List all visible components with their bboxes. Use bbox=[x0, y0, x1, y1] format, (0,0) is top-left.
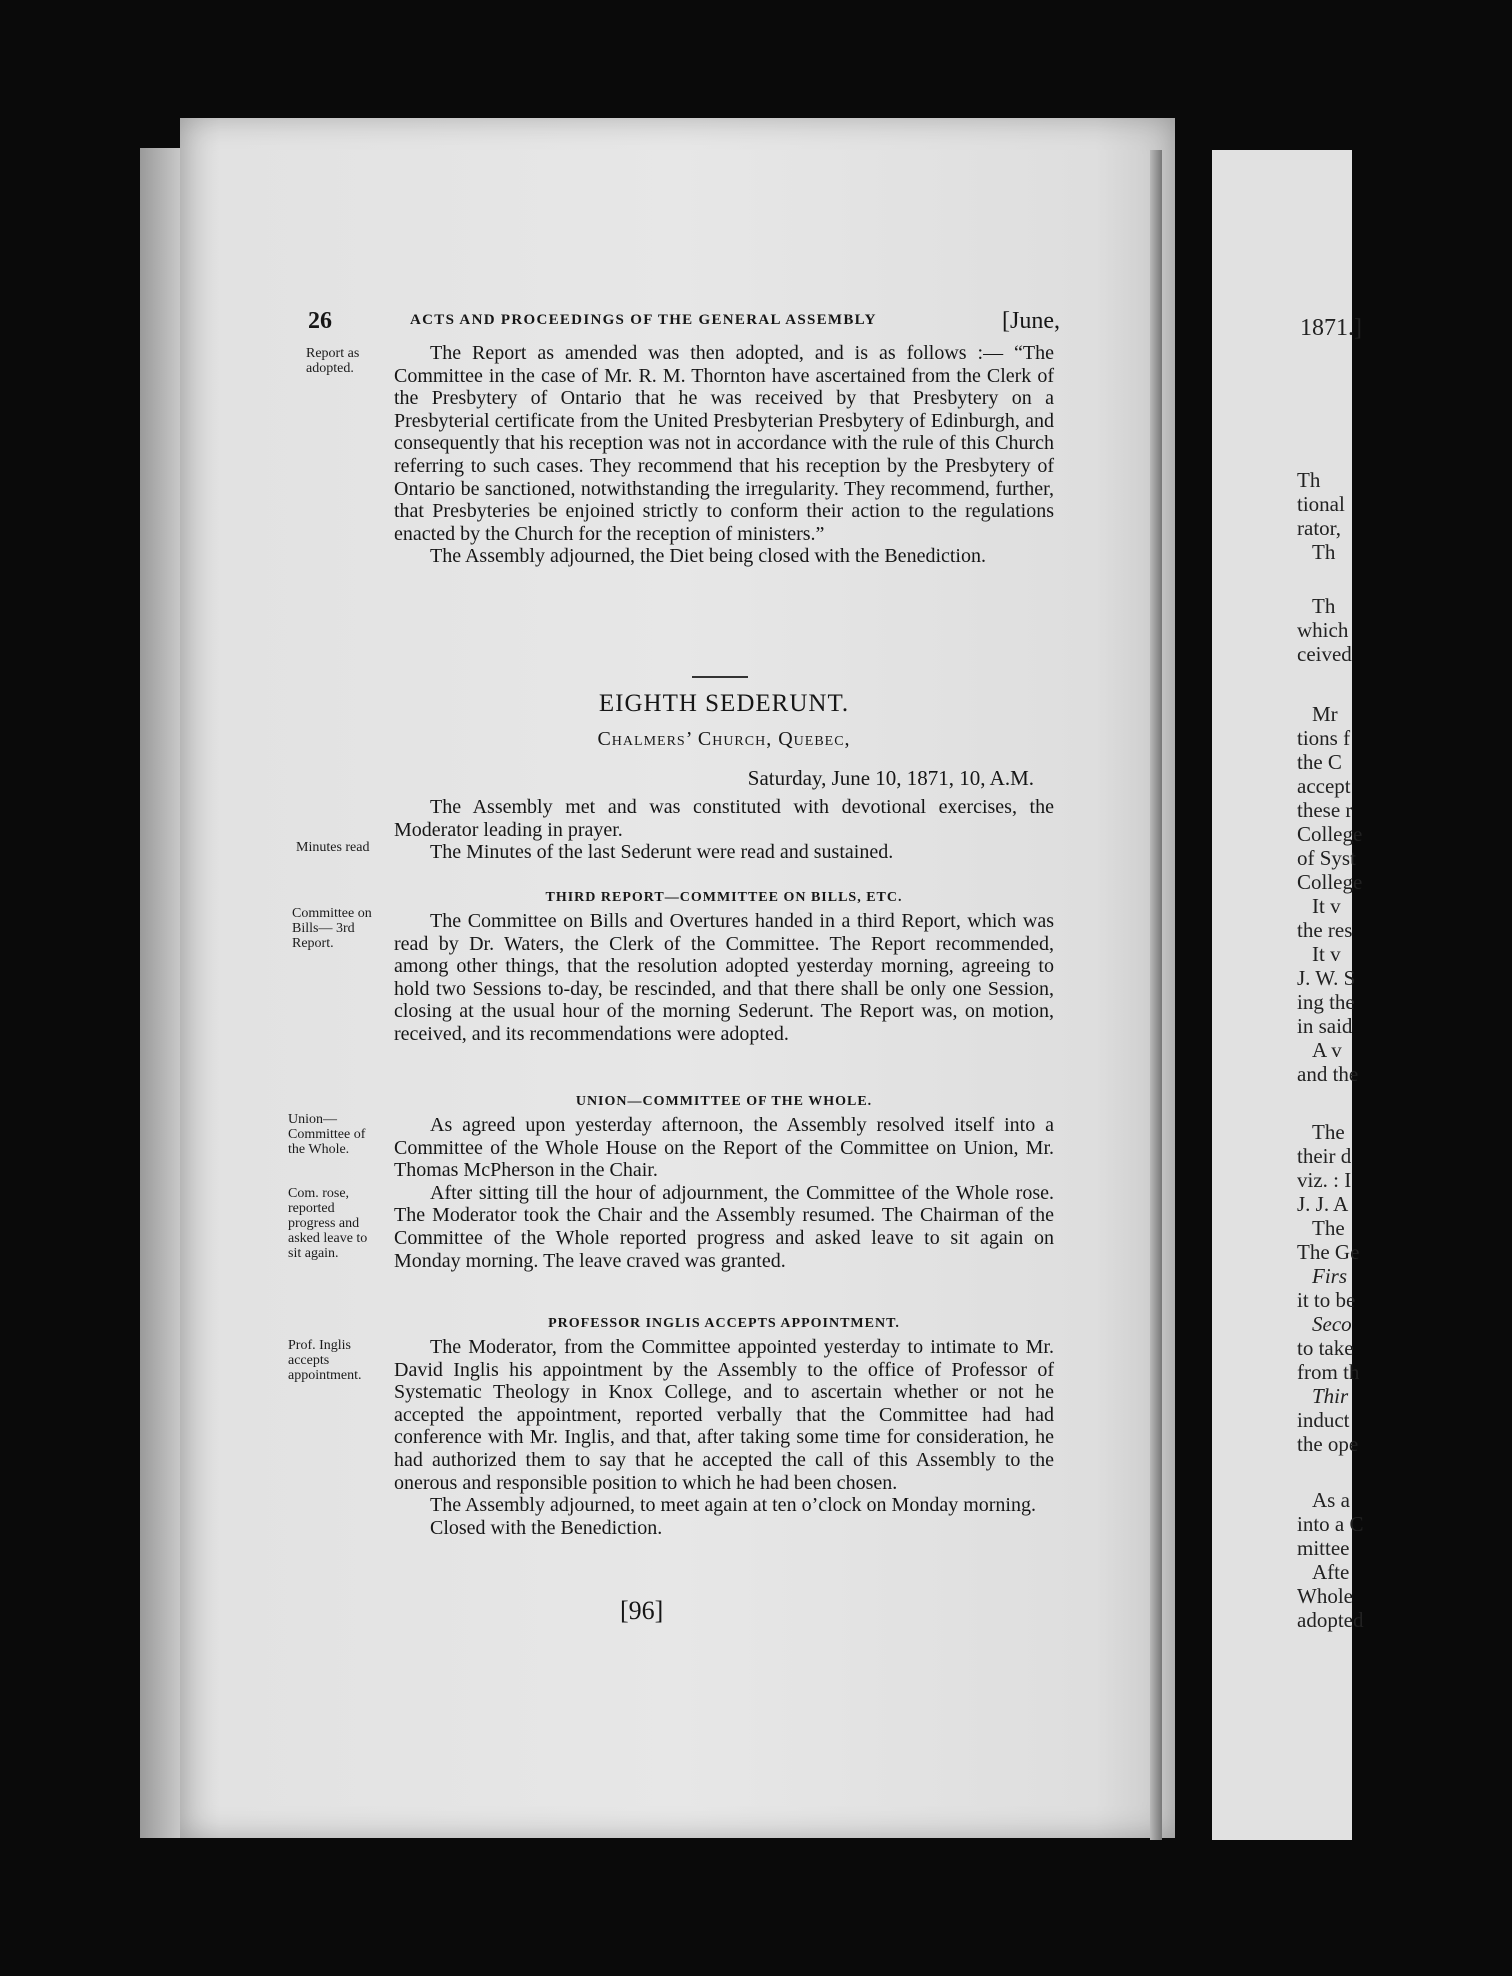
facing-page bbox=[1212, 150, 1364, 1840]
facing-page-line: Mr bbox=[1312, 702, 1338, 726]
facing-page-line: The Ge bbox=[1297, 1240, 1360, 1264]
section-union bbox=[394, 1114, 1054, 1272]
margin-note-committee-bills: Committee on Bills— 3rd Report. bbox=[292, 906, 372, 951]
sederunt-place: Chalmers’ Church, Quebec, bbox=[597, 728, 851, 750]
facing-page-line: induct bbox=[1297, 1408, 1350, 1432]
facing-page-line: ceived bbox=[1297, 642, 1352, 666]
facing-page-line: tions f bbox=[1297, 726, 1351, 750]
running-head: ACTS AND PROCEEDINGS OF THE GENERAL ASSEMBLY bbox=[410, 312, 877, 328]
facing-page-line: The bbox=[1312, 1216, 1345, 1240]
facing-page-line: into a C bbox=[1297, 1512, 1364, 1536]
facing-page-line: J. W. S bbox=[1297, 966, 1356, 990]
heading-union: UNION—COMMITTEE OF THE WHOLE. bbox=[575, 1094, 873, 1109]
section-divider bbox=[692, 676, 748, 678]
benediction-paragraph: Closed with the Benediction. bbox=[430, 1516, 663, 1539]
facing-page-line: it to be bbox=[1297, 1288, 1356, 1312]
facing-page-line: to take bbox=[1297, 1336, 1354, 1360]
page-header bbox=[308, 308, 1060, 342]
facing-page-line: J. J. A bbox=[1297, 1192, 1349, 1216]
facing-page-line: the res bbox=[1297, 918, 1353, 942]
facing-page-line: and the bbox=[1297, 1062, 1359, 1086]
section-third-report bbox=[394, 910, 1054, 1046]
facing-page-line: tional bbox=[1297, 492, 1345, 516]
inglis-paragraph: The Moderator, from the Committee appointed yesterday to intimate to Mr. David Inglis his appointment by the Assembly to the office of Professor of Systematic Theology in Knox College, and to ascertain whether or not he accepted the appointment, reported verbally that the Committee had had conference with Mr. Inglis, and that, after taking some time for consideration, he had authorized them to say that he accepted the call of this Assembly to the onerous and responsible position to which he had been chosen. bbox=[394, 1336, 1054, 1494]
facing-page-line: in said bbox=[1297, 1014, 1353, 1038]
heading-third-report: THIRD REPORT—COMMITTEE ON BILLS, ETC. bbox=[545, 890, 903, 905]
facing-page-line: their d bbox=[1297, 1144, 1352, 1168]
section-sederunt bbox=[394, 796, 1054, 864]
facing-page-line: As a bbox=[1312, 1488, 1350, 1512]
facing-page-line: mittee bbox=[1297, 1536, 1350, 1560]
facing-page-line: ing the bbox=[1297, 990, 1355, 1014]
facing-page-line: A v bbox=[1312, 1038, 1342, 1062]
facing-page-line: Thir bbox=[1312, 1384, 1349, 1408]
left-page-edge bbox=[140, 148, 180, 1838]
committee-rose-paragraph: After sitting till the hour of adjournment, the Committee of the Whole rose. The Moderator took the Chair and the Assembly resumed. The Chairman of the Committee of the Whole reported progress and asked leave to sit again on Monday morning. The leave craved was granted. bbox=[394, 1181, 1054, 1272]
section-inglis bbox=[394, 1336, 1054, 1539]
union-paragraph: As agreed upon yesterday afternoon, the Assembly resolved itself into a Committee of the Whole House on the Report of the Committee on Union, Mr. Thomas McPherson in the Chair. bbox=[394, 1114, 1054, 1182]
facing-page-line: It v bbox=[1312, 942, 1341, 966]
facing-page-line: Firs bbox=[1312, 1264, 1348, 1288]
facing-page-line: College bbox=[1297, 870, 1363, 894]
facing-page-line: which bbox=[1297, 618, 1349, 642]
page-fold bbox=[1150, 150, 1162, 1840]
facing-page-line: rator, bbox=[1297, 516, 1342, 540]
facing-page-date: 1871.] bbox=[1300, 315, 1362, 341]
facing-page-line: College bbox=[1297, 822, 1363, 846]
facing-page-line: The bbox=[1312, 1120, 1345, 1144]
folio-number: [96] bbox=[620, 1596, 664, 1625]
facing-page-line: viz. : I bbox=[1297, 1168, 1352, 1192]
facing-page-line: It v bbox=[1312, 894, 1341, 918]
sederunt-title: EIGHTH SEDERUNT. bbox=[598, 690, 850, 717]
facing-page-line: Th bbox=[1297, 468, 1321, 492]
facing-page-line: Th bbox=[1312, 594, 1336, 618]
facing-page-line: Th bbox=[1312, 540, 1336, 564]
margin-note-com-rose: Com. rose, reported progress and asked leave to sit again. bbox=[288, 1186, 368, 1261]
sederunt-date: Saturday, June 10, 1871, 10, A.M. bbox=[747, 766, 1034, 790]
facing-page-line: of Syst bbox=[1297, 846, 1356, 870]
facing-page-line: the ope bbox=[1297, 1432, 1359, 1456]
section-report-adopted bbox=[394, 342, 1054, 568]
margin-note-minutes-read: Minutes read bbox=[296, 840, 370, 855]
facing-page-line: the C bbox=[1297, 750, 1342, 774]
adjourned-monday-paragraph: The Assembly adjourned, to meet again at ten o’clock on Monday morning. bbox=[430, 1494, 1036, 1517]
report-paragraph: The Report as amended was then adopted, and is as follows :— “The Committee in the case of Mr. R. M. Thornton have ascertained from the Clerk of the Presbytery of Ontario that he was received by that Presbytery on a Presbyterial certificate from the United Presbyterian Presbytery of Edinburgh, and consequently that his reception was not in accordance with the rule of this Church referring to such cases. They recommend that his reception by the Presbytery of Ontario be sanctioned, notwithstanding the irregularity. They recommend, further, that Presbyteries be enjoined strictly to conform their action to the regulations enacted by the Church for the reception of ministers.” bbox=[394, 342, 1054, 545]
adjourned-paragraph: The Assembly adjourned, the Diet being closed with the Benediction. bbox=[430, 545, 986, 568]
minutes-paragraph: The Minutes of the last Sederunt were read and sustained. bbox=[430, 841, 894, 864]
margin-note-union-committee: Union— Committee of the Whole. bbox=[288, 1112, 366, 1157]
heading-inglis: PROFESSOR INGLIS ACCEPTS APPOINTMENT. bbox=[548, 1316, 900, 1331]
margin-note-inglis: Prof. Inglis accepts appointment. bbox=[288, 1338, 362, 1383]
constituted-paragraph: The Assembly met and was constituted with devotional exercises, the Moderator leading in prayer. bbox=[394, 796, 1054, 841]
running-date: [June, bbox=[1002, 308, 1060, 334]
facing-page-line: Seco bbox=[1312, 1312, 1352, 1336]
facing-page-line: Afte bbox=[1312, 1560, 1350, 1584]
facing-page-line: accept bbox=[1297, 774, 1351, 798]
facing-page-line: these r bbox=[1297, 798, 1353, 822]
facing-page-line: adopted bbox=[1297, 1608, 1364, 1632]
facing-page-line: Whole bbox=[1297, 1584, 1353, 1608]
third-report-paragraph: The Committee on Bills and Overtures handed in a third Report, which was read by Dr. Waters, the Clerk of the Committee. The Report recommended, among other things, that the resolution adopted yesterday morning, agreeing to hold two Sessions to-day, be rescinded, and that there shall be only one Session, closing at the usual hour of the morning Sederunt. The Report was, on motion, received, and its recommendations were adopted. bbox=[394, 910, 1054, 1045]
facing-page-line: from th bbox=[1297, 1360, 1360, 1384]
page-number: 26 bbox=[308, 308, 332, 334]
margin-note-report-adopted: Report as adopted. bbox=[306, 346, 360, 376]
